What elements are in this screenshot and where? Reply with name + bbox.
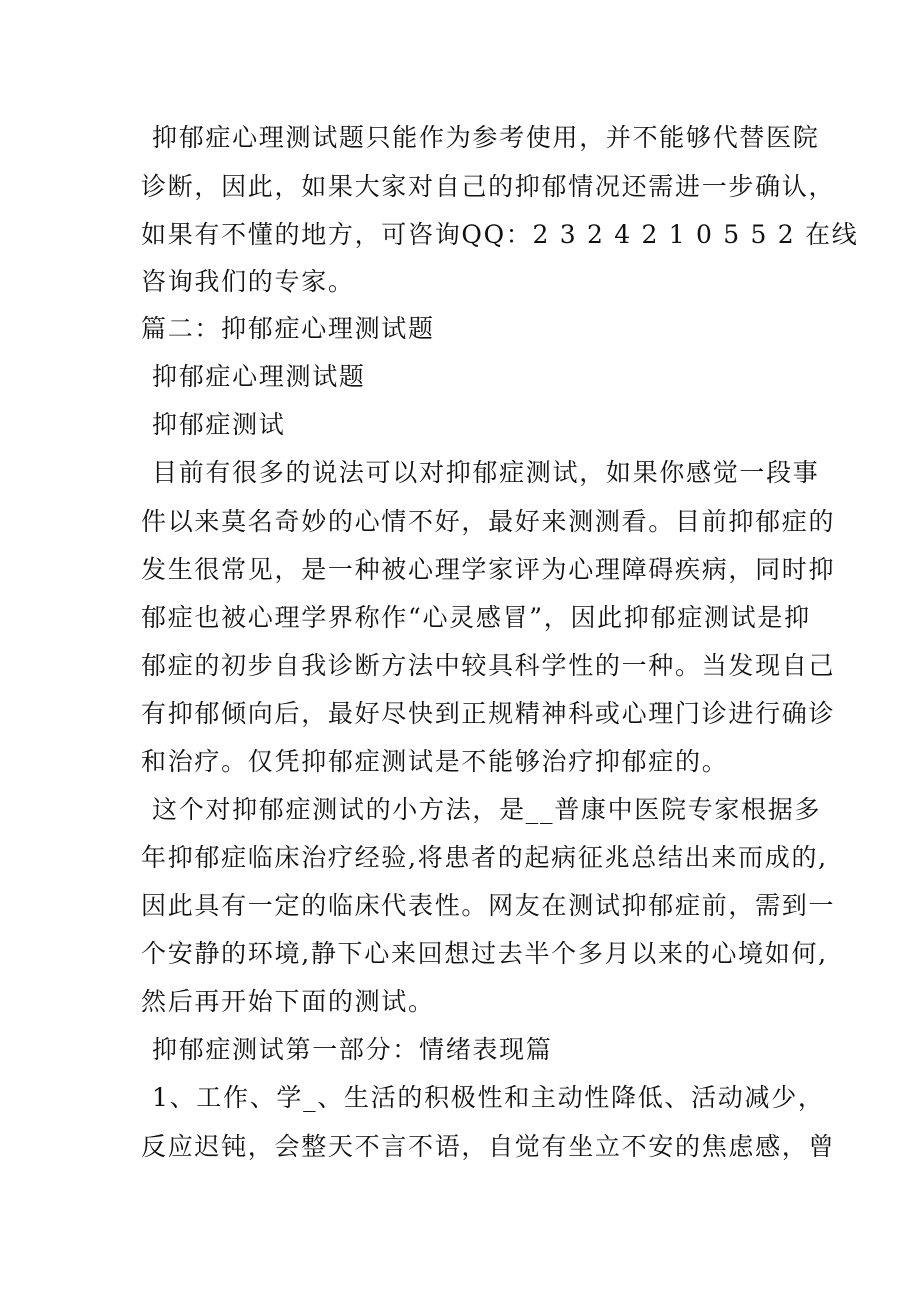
- paragraph-line: 诊断，因此，如果大家对自己的抑郁情况还需进一步确认，: [141, 172, 836, 201]
- paragraph-line: 郁症也被心理学界称作“心灵感冒”，因此抑郁症测试是抑: [141, 603, 811, 632]
- paragraph-line: 咨询我们的专家。: [141, 267, 355, 296]
- subheading: 抑郁症测试: [152, 410, 286, 439]
- paragraph-line: 然后再开始下面的测试。: [141, 987, 435, 1016]
- list-item: 1、工作、学_、生活的积极性和主动性降低、活动减少，: [152, 1083, 825, 1112]
- paragraph-line: 如果有不懂的地方，可咨询QQ：2 3 2 4 2 1 0 5 5 2 在线: [141, 220, 859, 249]
- section-heading: 篇二：抑郁症心理测试题: [141, 314, 435, 343]
- paragraph-line: 这个对抑郁症测试的小方法，是__普康中医院专家根据多: [152, 795, 822, 824]
- paragraph-line: 因此具有一定的临床代表性。网友在测试抑郁症前，需到一: [141, 891, 836, 920]
- paragraph-line: 有抑郁倾向后，最好尽快到正规精神科或心理门诊进行确诊: [141, 699, 836, 728]
- list-item: 反应迟钝，会整天不言不语，自觉有坐立不安的焦虑感，曾: [141, 1132, 836, 1161]
- paragraph-line: 个安静的环境,静下心来回想过去半个多月以来的心境如何,: [141, 939, 828, 968]
- paragraph-line: 发生很常见，是一种被心理学家评为心理障碍疾病，同时抑: [141, 555, 836, 584]
- paragraph-line: 和治疗。仅凭抑郁症测试是不能够治疗抑郁症的。: [141, 747, 729, 776]
- paragraph-line: 郁症的初步自我诊断方法中较具科学性的一种。当发现自己: [141, 651, 836, 680]
- paragraph-line: 抑郁症心理测试题只能作为参考使用，并不能够代替医院: [152, 123, 820, 152]
- document-title: 抑郁症心理测试题: [152, 362, 366, 391]
- paragraph-line: 目前有很多的说法可以对抑郁症测试，如果你感觉一段事: [152, 458, 820, 487]
- paragraph-line: 件以来莫名奇妙的心情不好，最好来测测看。目前抑郁症的: [141, 507, 836, 536]
- paragraph-line: 年抑郁症临床治疗经验,将患者的起病征兆总结出来而成的,: [141, 843, 828, 872]
- subheading: 抑郁症测试第一部分：情绪表现篇: [152, 1035, 553, 1064]
